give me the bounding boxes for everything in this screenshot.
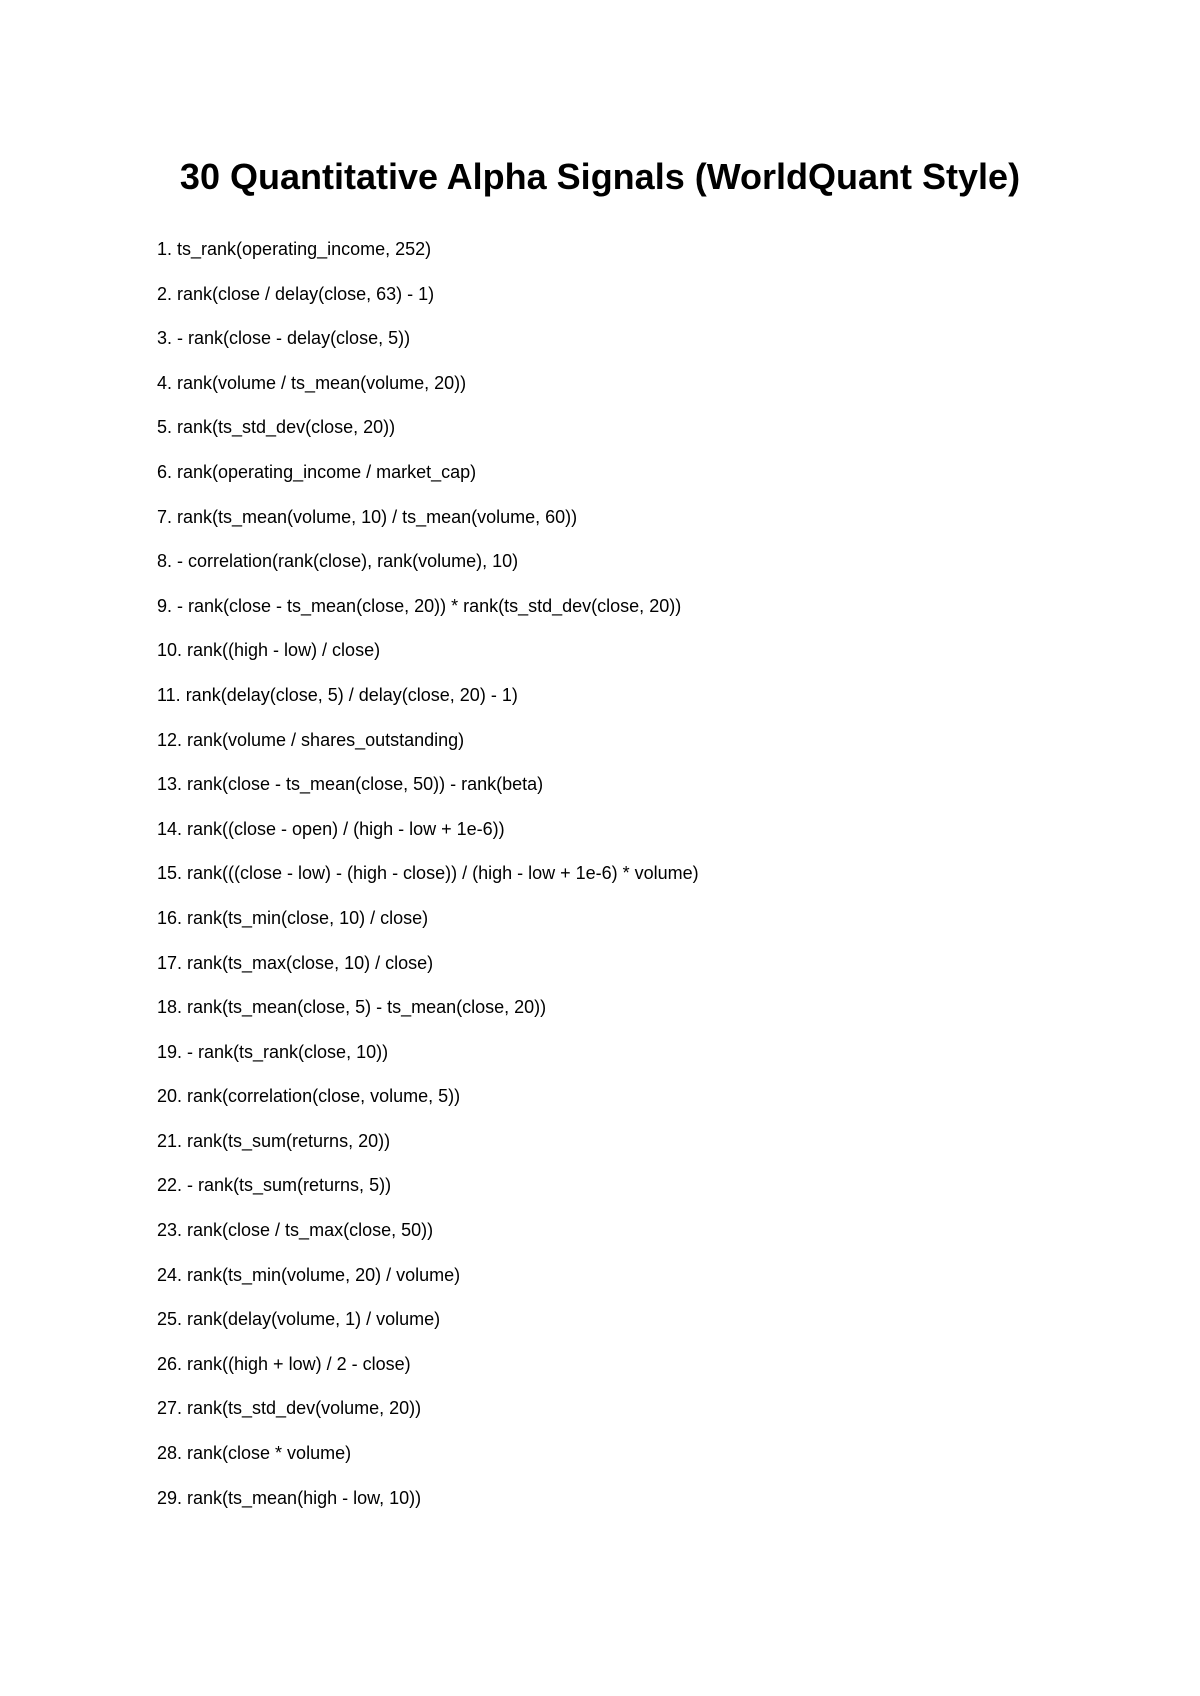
signal-item: 26. rank((high + low) / 2 - close) bbox=[157, 1353, 411, 1374]
signal-item: 24. rank(ts_min(volume, 20) / volume) bbox=[157, 1264, 461, 1285]
signal-item: 11. rank(delay(close, 5) / delay(close, 20) - 1) bbox=[157, 684, 518, 705]
signal-item: 20. rank(correlation(close, volume, 5)) bbox=[157, 1086, 461, 1107]
signal-list bbox=[157, 236, 699, 1529]
signal-item: 22. - rank(ts_sum(returns, 5)) bbox=[157, 1175, 392, 1196]
signal-item: 13. rank(close - ts_mean(close, 50)) - rank(beta) bbox=[157, 774, 544, 795]
signal-item: 12. rank(volume / shares_outstanding) bbox=[157, 729, 465, 750]
signal-item: 29. rank(ts_mean(high - low, 10)) bbox=[157, 1487, 422, 1508]
signal-item: 4. rank(volume / ts_mean(volume, 20)) bbox=[157, 372, 467, 393]
signal-item: 27. rank(ts_std_dev(volume, 20)) bbox=[157, 1398, 422, 1419]
signal-item: 9. - rank(close - ts_mean(close, 20)) * rank(ts_std_dev(close, 20)) bbox=[157, 595, 682, 616]
signal-item: 23. rank(close / ts_max(close, 50)) bbox=[157, 1220, 434, 1241]
page-title: 30 Quantitative Alpha Signals (WorldQuant Style) bbox=[179, 156, 1021, 197]
signal-item: 14. rank((close - open) / (high - low + 1e-6)) bbox=[157, 818, 505, 839]
signal-item: 3. - rank(close - delay(close, 5)) bbox=[157, 328, 411, 349]
signal-item: 16. rank(ts_min(close, 10) / close) bbox=[157, 907, 429, 928]
signal-item: 19. - rank(ts_rank(close, 10)) bbox=[157, 1041, 389, 1062]
signal-item: 28. rank(close * volume) bbox=[157, 1443, 352, 1464]
signal-item: 17. rank(ts_max(close, 10) / close) bbox=[157, 952, 434, 973]
signal-item: 7. rank(ts_mean(volume, 10) / ts_mean(volume, 60)) bbox=[157, 506, 578, 527]
signal-item: 5. rank(ts_std_dev(close, 20)) bbox=[157, 417, 396, 438]
signal-item: 1. ts_rank(operating_income, 252) bbox=[157, 239, 432, 259]
signal-item: 2. rank(close / delay(close, 63) - 1) bbox=[157, 283, 435, 304]
signal-item: 15. rank(((close - low) - (high - close)) / (high - low + 1e-6) * volume) bbox=[157, 863, 699, 884]
signal-item: 8. - correlation(rank(close), rank(volume), 10) bbox=[157, 551, 519, 572]
signal-item: 6. rank(operating_income / market_cap) bbox=[157, 461, 477, 482]
signal-item: 18. rank(ts_mean(close, 5) - ts_mean(close, 20)) bbox=[157, 997, 547, 1018]
signal-item: 21. rank(ts_sum(returns, 20)) bbox=[157, 1130, 391, 1151]
signal-item: 25. rank(delay(volume, 1) / volume) bbox=[157, 1309, 441, 1330]
signal-item: 10. rank((high - low) / close) bbox=[157, 640, 381, 661]
